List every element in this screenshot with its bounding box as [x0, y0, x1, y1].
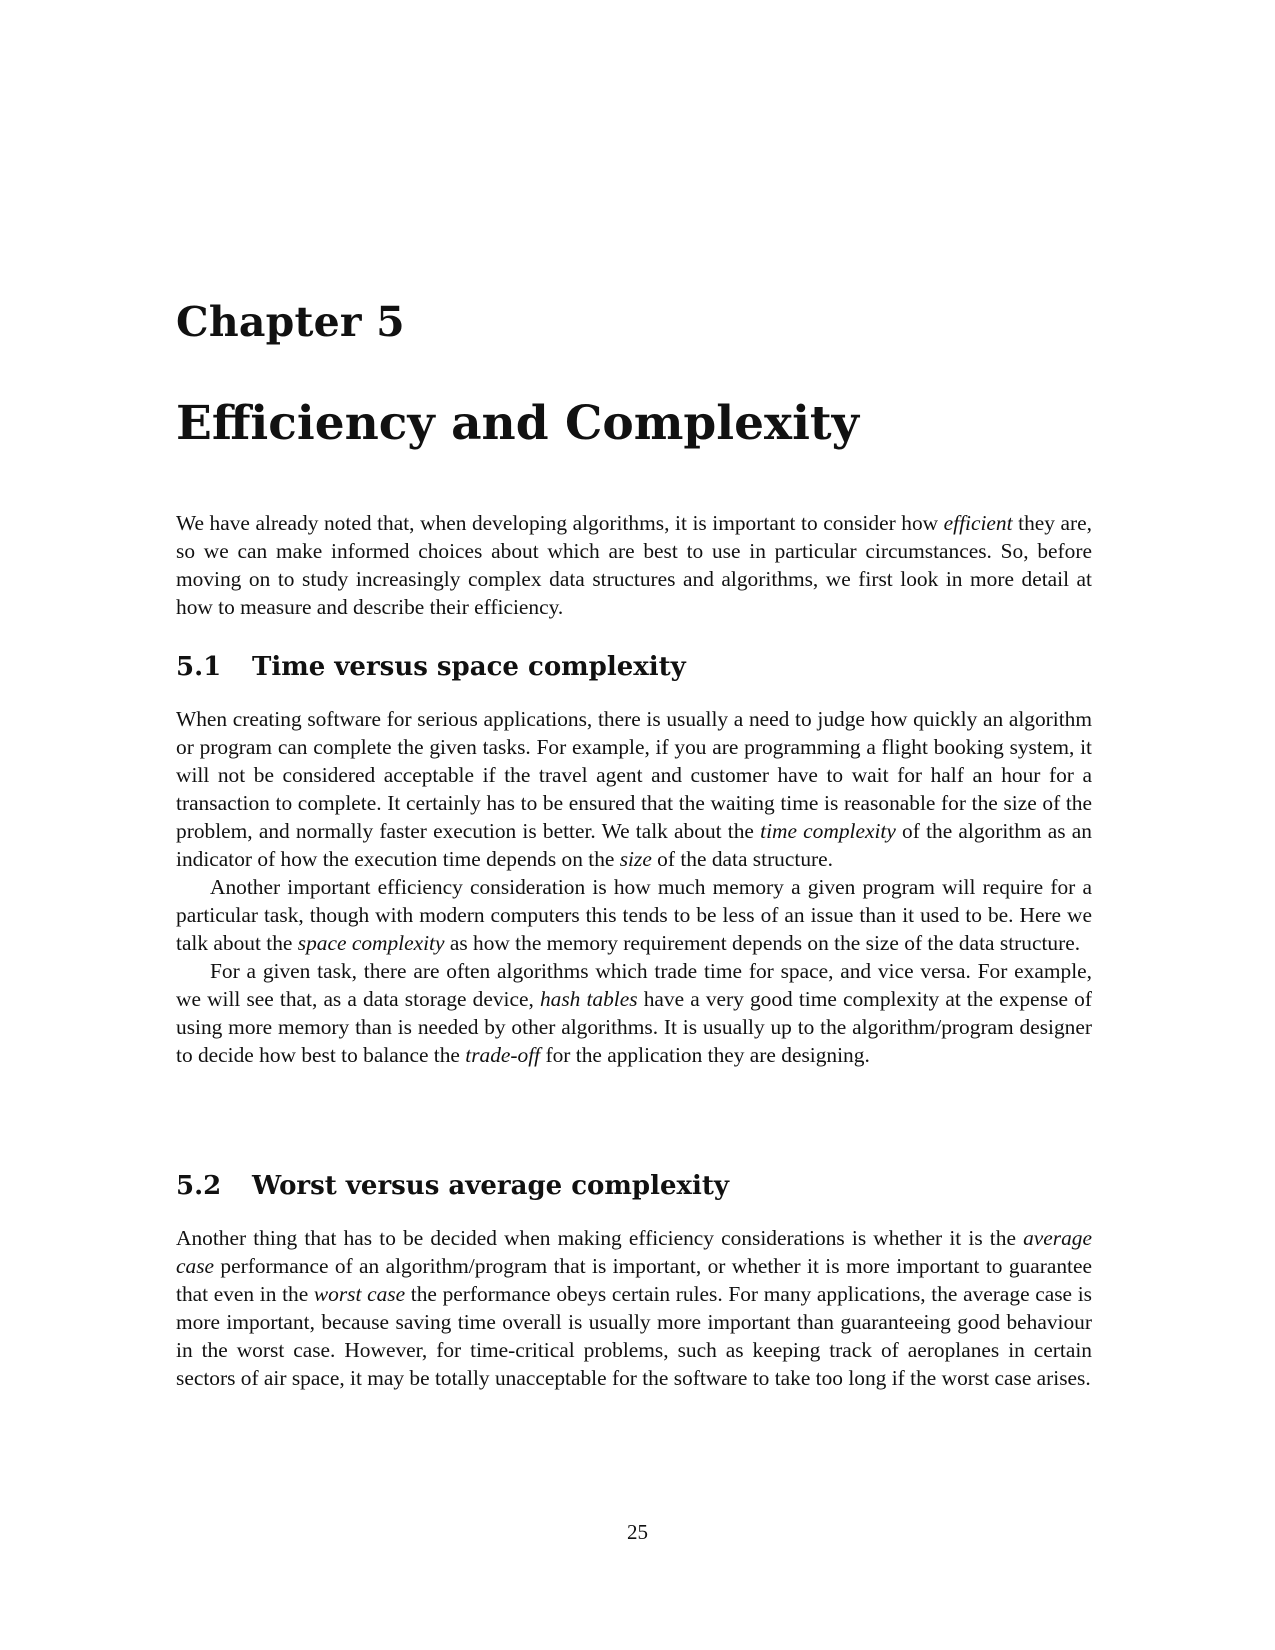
emphasis-efficient: efficient — [943, 511, 1013, 535]
section-title: Time versus space complexity — [252, 652, 686, 682]
emphasis-space-complexity: space complexity — [297, 931, 445, 955]
emphasis-average-case: average case — [176, 1226, 1092, 1278]
emphasis-trade-off: trade-off — [465, 1043, 541, 1067]
section-heading-5-2 — [176, 1171, 729, 1202]
intro-block — [176, 509, 1092, 621]
emphasis-size: size — [619, 847, 652, 871]
section-title: Worst versus average complexity — [252, 1171, 729, 1201]
chapter-title: Efficiency and Complexity — [176, 396, 859, 451]
section-5-2-body — [176, 1224, 1092, 1392]
section-heading-5-1 — [176, 652, 686, 683]
section-number: 5.1 — [176, 652, 222, 682]
paragraph: When creating software for serious applications, there is usually a need to judge how quickly an algorithm or program can complete the given tasks. For example, if you are programming a flight booking system, it will not be considered acceptable if the travel agent and customer have to wait for half an hour for a transaction to complete. It certainly has to be ensured that the waiting time is reasonable for the size of the problem, and normally faster execution is better. We talk about the time complexity of the algorithm as an indicator of how the execution time depends on the size of the data structure. — [176, 707, 1092, 871]
emphasis-hash-tables: hash tables — [539, 987, 638, 1011]
paragraph: For a given task, there are often algorithms which trade time for space, and vice versa. For example, we will see that, as a data storage device, hash tables have a very good time complexity at the expense of using more memory than is needed by other algorithms. It is usually up to the algorithm/program designer to decide how best to balance the trade-off for the application they are designing. — [176, 959, 1092, 1067]
intro-paragraph: We have already noted that, when developing algorithms, it is important to consider how efficient they are, so we can make informed choices about which are best to use in particular circumstances. So, before moving on to study increasingly complex data structures and algorithms, we first look in more detail at how to measure and describe their efficiency. — [176, 511, 1092, 619]
page-number: 25 — [627, 1520, 648, 1544]
emphasis-worst-case: worst case — [313, 1282, 406, 1306]
chapter-label: Chapter 5 — [176, 298, 405, 346]
section-5-1-body — [176, 705, 1092, 1069]
section-number: 5.2 — [176, 1171, 222, 1201]
paragraph: Another thing that has to be decided when making efficiency considerations is whether it is the average case performance of an algorithm/program that is important, or whether it is more important to guarantee that even in the worst case the performance obeys certain rules. For many applications, the average case is more important, because saving time overall is usually more important than guaranteeing good behaviour in the worst case. However, for time-critical problems, such as keeping track of aeroplanes in certain sectors of air space, it may be totally unacceptable for the software to take too long if the worst case arises. — [176, 1226, 1092, 1390]
paragraph: Another important efficiency consideration is how much memory a given program will require for a particular task, though with modern computers this tends to be less of an issue than it used to be. Here we talk about the space complexity as how the memory requirement depends on the size of the data structure. — [176, 875, 1092, 955]
emphasis-time-complexity: time complexity — [760, 819, 896, 843]
